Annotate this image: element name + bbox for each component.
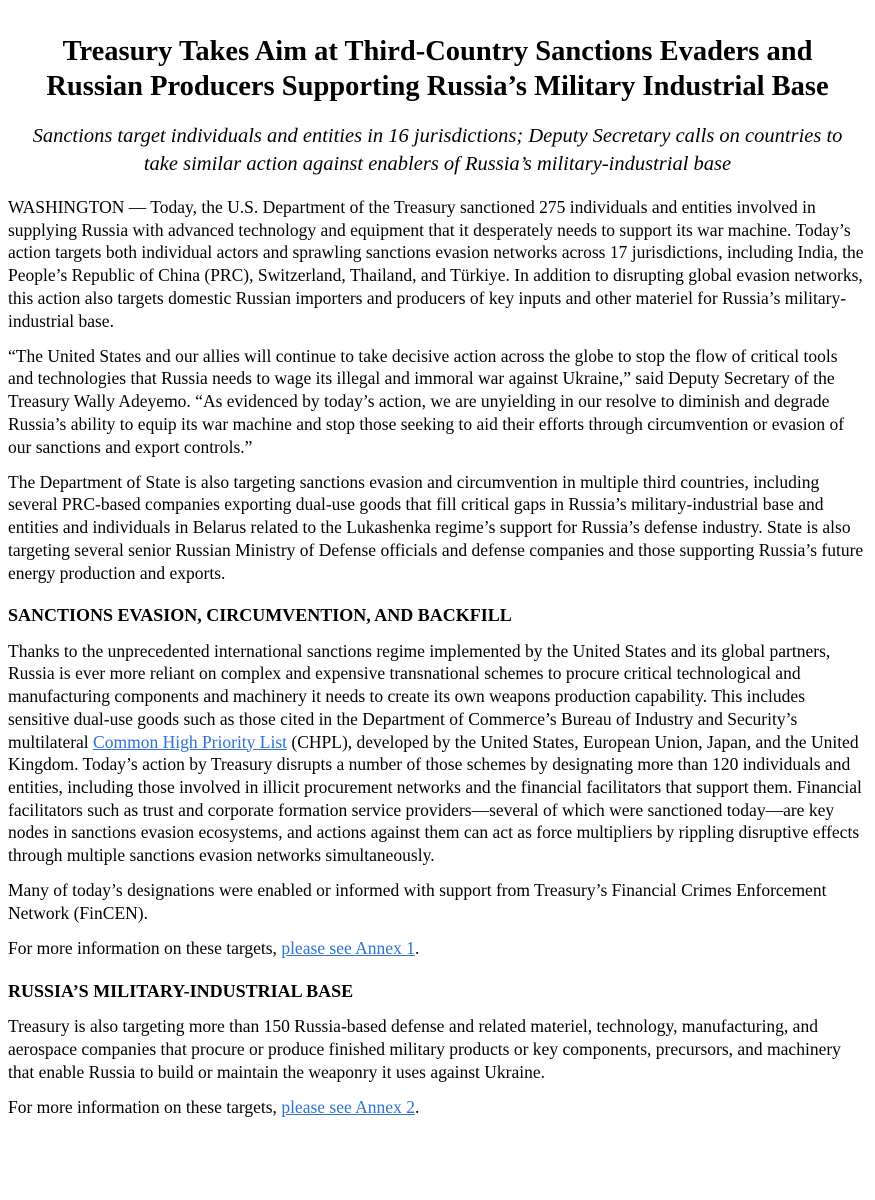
paragraph-annex-1	[8, 937, 867, 960]
section-heading-sanctions-evasion: SANCTIONS EVASION, CIRCUMVENTION, AND BACKFILL	[8, 605, 512, 626]
paragraph-defense-companies: Treasury is also targeting more than 150 Russia-based defense and related materiel, technology, manufacturing, and aerospace companies that procure or produce finished military products or key components, precursors, and machinery that enable Russia to build or maintain the weaponry it uses against Ukraine.	[8, 1016, 841, 1082]
paragraph-washington-lede: WASHINGTON — Today, the U.S. Department of the Treasury sanctioned 275 individuals and entities involved in supplying Russia with advanced technology and equipment that it desperately needs to support its war machine. Today’s action targets both individual actors and sprawling sanctions evasion networks across 17 jurisdictions, including India, the People’s Republic of China (PRC), Switzerland, Thailand, and Türkiye. In addition to disrupting global evasion networks, this action also targets domestic Russian importers and producers of key inputs and other materiel for Russia’s military-industrial base.	[8, 197, 864, 331]
paragraph-annex-2	[8, 1096, 867, 1119]
paragraph-evasion-details	[8, 640, 867, 867]
subtitle: Sanctions target individuals and entities in 16 jurisdictions; Deputy Secretary calls on countries to take similar action against enablers of Russia’s military-industrial base	[32, 125, 843, 175]
paragraph-state-department: The Department of State is also targeting sanctions evasion and circumvention in multiple third countries, including several PRC-based companies exporting dual-use goods that fill critical gaps in Russia’s military-industrial base and entities and individuals in Belarus related to the Lukashenka regime’s support for Russia’s defense industry. State is also targeting several senior Russian Ministry of Defense officials and defense companies and those supporting Russia’s future energy production and exports.	[8, 471, 864, 583]
annex-2-link[interactable]: please see Annex 2	[281, 1097, 415, 1117]
common-high-priority-list-link[interactable]: Common High Priority List	[93, 731, 288, 752]
paragraph-adeyemo-quote: “The United States and our allies will continue to take decisive action across the globe to stop the flow of critical tools and technologies that Russia needs to wage its illegal and immoral war against Ukraine,” said Deputy Secretary of the Treasury Wally Adeyemo. “As evidenced by today’s action, we are unyielding in our resolve to diminish and degrade Russia’s ability to equip its war machine and stop those seeking to aid their efforts through circumvention or evasion of our sanctions and export controls.”	[8, 345, 845, 457]
paragraph-fincen: Many of today’s designations were enabled or informed with support from Treasury’s Financial Crimes Enforcement Network (FinCEN).	[8, 880, 827, 923]
page-title: Treasury Takes Aim at Third-Country Sanctions Evaders and Russian Producers Supporting Russia’s Military Industrial Base	[46, 36, 829, 102]
paragraph-annex-1-text-after: .	[414, 938, 420, 959]
paragraph-evasion-text-before: Thanks to the unprecedented international sanctions regime implemented by the United States and its global partners, Russia is ever more reliant on complex and expensive transnational schemes to procure critical technological and manufacturing components and machinery it needs to create its own weapons production capability. This includes sensitive dual-use goods such as those cited in the Department of Commerce’s Bureau of Industry and Security’s multilateral	[8, 640, 831, 752]
paragraph-evasion-text-after: (CHPL), developed by the United States, European Union, Japan, and the United Kingdom. Today’s action by Treasury disrupts a number of those schemes by designating more than 120 individuals and entities, including those involved in illicit procurement networks and the financial facilitators that support them. Financial facilitators such as trust and corporate formation service providers—several of which were sanctioned today—are key nodes in sanctions evasion ecosystems, and actions against them can act as force multipliers by rippling disruptive effects through multiple sanctions evasion networks simultaneously.	[8, 731, 862, 866]
annex-1-link[interactable]: please see Annex 1	[281, 938, 415, 959]
paragraph-annex-2-text-before: For more information on these targets,	[8, 1097, 282, 1117]
paragraph-annex-1-text-before: For more information on these targets,	[8, 938, 282, 959]
section-heading-military-industrial-base: RUSSIA’S MILITARY-INDUSTRIAL BASE	[8, 980, 354, 1001]
paragraph-annex-2-text-after: .	[414, 1097, 420, 1117]
